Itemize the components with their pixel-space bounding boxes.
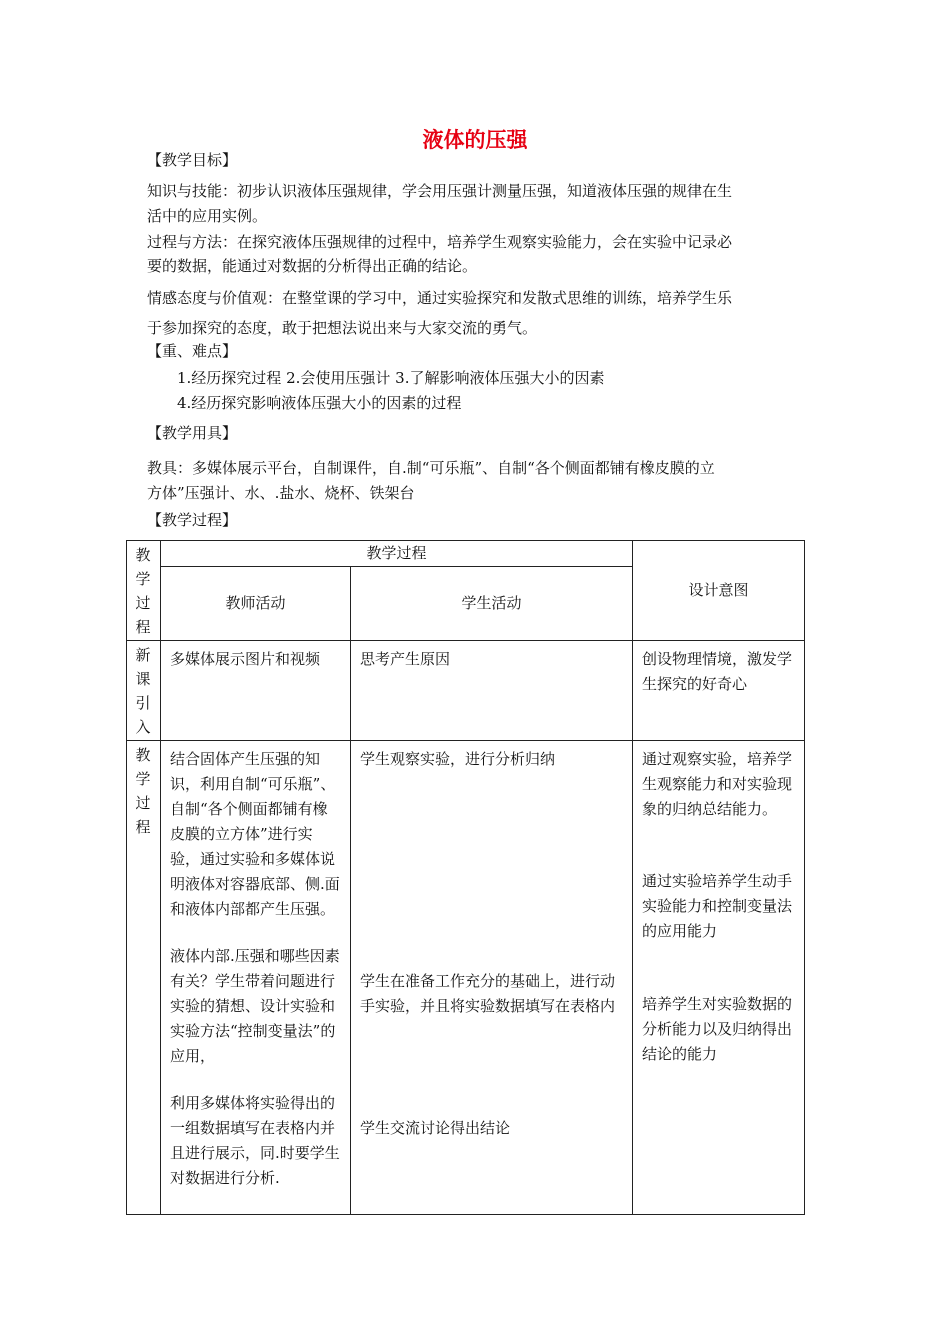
- header-process-label: 教学过程: [366, 544, 427, 562]
- header-teacher-label: 教师活动: [225, 594, 286, 612]
- teaching-process-heading: 【教学过程】: [147, 511, 238, 529]
- row1-student-cell: [351, 641, 633, 741]
- header-student-label: 学生活动: [461, 594, 522, 612]
- row2-teacher-text-3: 利用多媒体将实验得出的一组数据填写在表格内并且进行展示，同.时要学生对数据进行分析.: [170, 1094, 340, 1187]
- row2-teacher-text-1: 结合固体产生压强的知识，利用自制“可乐瓶”、自制“各个侧面都铺有橡皮膜的立方体”进行实验，通过实验和多媒体说明液体对容器底部、侧.面和液体内部都产生压强。: [170, 750, 340, 918]
- header-teacher-cell: [161, 567, 351, 641]
- teaching-tools-line1: 教具：多媒体展示平台，自制课件，自.制“可乐瓶”、自制“各个侧面都铺有橡皮膜的立: [147, 459, 715, 477]
- document-title: 液体的压强: [422, 128, 528, 152]
- knowledge-skills-line2: 活中的应用实例。: [147, 207, 268, 225]
- teaching-tools-line2: 方体”压强计、水、.盐水、烧杯、铁架台: [147, 484, 415, 502]
- attitude-values-line2: 于参加探究的态度，敢于把想法说出来与大家交流的勇气。: [147, 319, 538, 337]
- row2-teacher-cell: [161, 741, 351, 1215]
- knowledge-skills-line1: 知识与技能：初步认识液体压强规律，学会用压强计测量压强，知道液体压强的规律在生: [147, 182, 733, 200]
- row1-design-text: 创设物理情境，激发学生探究的好奇心: [642, 650, 793, 693]
- row2-teacher-text-2: 液体内部.压强和哪些因素有关？学生带着问题进行实验的猜想、设计实验和实验方法“控制变量法”的应用，: [170, 947, 340, 1065]
- key-difficulty-heading: 【重、难点】: [147, 342, 238, 360]
- row1-teacher-cell: [161, 641, 351, 741]
- header-student-cell: [351, 567, 633, 641]
- row1-stage-label: 新课引入: [135, 646, 151, 736]
- header-stage-cell: [127, 541, 161, 641]
- teaching-tools-heading: 【教学用具】: [147, 424, 238, 442]
- process-method-line2: 要的数据，能通过对数据的分析得出正确的结论。: [147, 257, 478, 275]
- attitude-values-line1: 情感态度与价值观：在整堂课的学习中，通过实验探究和发散式思维的训练，培养学生乐: [147, 289, 733, 307]
- key-points-line1: 1.经历探究过程 2.会使用压强计 3.了解影响液体压强大小的因素: [177, 369, 605, 387]
- row2-design-text-2: 通过实验培养学生动手实验能力和控制变量法的应用能力: [642, 872, 793, 940]
- objectives-heading: 【教学目标】: [147, 151, 238, 169]
- row1-teacher-text: 多媒体展示图片和视频: [170, 650, 321, 668]
- table-row: [127, 641, 805, 741]
- row2-stage-label: 教学过程: [135, 746, 151, 836]
- row2-design-text-3: 培养学生对实验数据的分析能力以及归纳得出结论的能力: [642, 995, 793, 1063]
- header-process-cell: [161, 541, 633, 567]
- row2-stage-cell: [127, 741, 161, 1215]
- process-method-line1: 过程与方法：在探究液体压强规律的过程中，培养学生观察实验能力，会在实验中记录必: [147, 233, 733, 251]
- row1-design-cell: [633, 641, 805, 741]
- table-header-row: [127, 541, 805, 567]
- row2-design-text-1: 通过观察实验，培养学生观察能力和对实验现象的归纳总结能力。: [642, 750, 793, 818]
- row2-student-text-3: 学生交流讨论得出结论: [360, 1119, 511, 1137]
- teaching-plan-table: [126, 540, 805, 1215]
- row2-student-text-1: 学生观察实验，进行分析归纳: [360, 750, 556, 768]
- row1-student-text: 思考产生原因: [360, 650, 451, 668]
- row1-stage-cell: [127, 641, 161, 741]
- row2-student-cell: [351, 741, 633, 1215]
- row2-student-text-2: 学生在准备工作充分的基础上，进行动手实验，并且将实验数据填写在表格内: [360, 972, 616, 1015]
- header-stage-label: 教学过程: [135, 546, 151, 636]
- header-design-cell: [633, 541, 805, 641]
- key-points-line2: 4.经历探究影响液体压强大小的因素的过程: [177, 394, 462, 412]
- table-row: [127, 741, 805, 1215]
- row2-design-cell: [633, 741, 805, 1215]
- header-design-label: 设计意图: [688, 581, 749, 599]
